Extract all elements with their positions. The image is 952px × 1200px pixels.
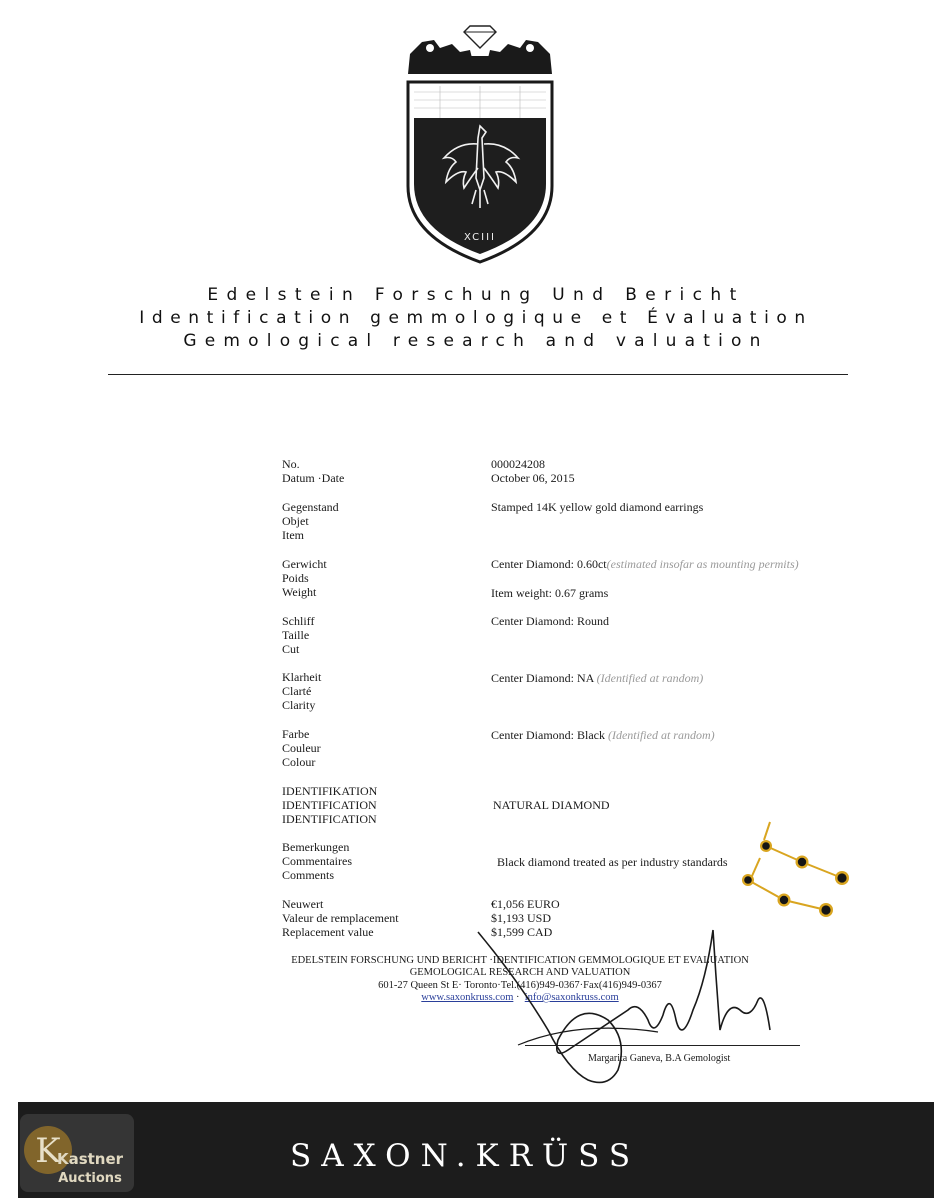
item-label-fr: Objet [282, 514, 309, 528]
earrings-photo [730, 818, 860, 928]
weight-label-fr: Poids [282, 571, 309, 585]
comments-label-de: Bemerkungen [282, 840, 350, 854]
svg-text:K: K [35, 1131, 61, 1171]
ident-label-fr: IDENTIFICATION [282, 798, 377, 812]
comments-value: Black diamond treated as per industry standards [497, 855, 728, 869]
replacement-label-en: Replacement value [282, 925, 374, 939]
ident-value: NATURAL DIAMOND [493, 798, 610, 812]
weight-value [491, 557, 799, 571]
clarity-text: Center Diamond: NA [491, 671, 594, 685]
colour-value [491, 728, 715, 742]
watermark-line1: Kastner [56, 1150, 124, 1168]
comments-label-en: Comments [282, 868, 335, 882]
replacement-label-de: Neuwert [282, 897, 324, 911]
replacement-label-fr: Valeur de remplacement [282, 911, 399, 925]
diamond-icon [464, 26, 496, 48]
item-weight-value: Item weight: 0.67 grams [491, 586, 609, 600]
cut-label-en: Cut [282, 642, 300, 656]
colour-label-fr: Couleur [282, 741, 321, 755]
footer-org-line: EDELSTEIN FORSCHUNG UND BERICHT ·IDENTIFICATION GEMMOLOGIQUE ET EVALUATION [291, 955, 749, 966]
crest-numeral: XCIII [464, 232, 496, 243]
signature [458, 920, 788, 1090]
header-line-english: Gemological research and valuation [183, 331, 769, 351]
clarity-note: (Identified at random) [596, 671, 704, 685]
value-euro: €1,056 EURO [491, 897, 560, 911]
cut-label-de: Schliff [282, 614, 315, 628]
item-label-de: Gegenstand [282, 500, 339, 514]
kastner-auctions-watermark [18, 1112, 136, 1194]
clarity-value [491, 671, 703, 685]
cut-label-fr: Taille [282, 628, 310, 642]
no-label: No. [282, 457, 300, 471]
ident-label-en: IDENTIFICATION [282, 812, 377, 826]
item-value: Stamped 14K yellow gold diamond earrings [491, 500, 704, 514]
header-line-german: Edelstein Forschung Und Bericht [207, 285, 745, 305]
website-link[interactable]: www.saxonkruss.com [421, 992, 514, 1003]
brand-name: SAXON.KRÜSS [290, 1138, 641, 1174]
weight-label-en: Weight [282, 585, 317, 599]
footer-contacts: www.saxonkruss.com · info@saxonkruss.com [421, 992, 619, 1003]
colour-text: Center Diamond: Black [491, 728, 605, 742]
clarity-label-en: Clarity [282, 698, 316, 712]
colour-note: (Identified at random) [607, 728, 715, 742]
weight-note: (estimated insofar as mounting permits) [606, 557, 799, 571]
item-label-en: Item [282, 528, 304, 542]
colour-label-de: Farbe [282, 727, 310, 741]
gemologist-name: Margarita Ganeva, B.A Gemologist [588, 1053, 731, 1064]
header-line-french: Identification gemmologique et Évaluation [139, 308, 813, 328]
dragons-ornament [408, 40, 552, 74]
clarity-label-de: Klarheit [282, 670, 322, 684]
date-label: Datum ·Date [282, 471, 345, 485]
email-link[interactable]: info@saxonkruss.com [524, 992, 619, 1003]
value-usd: $1,193 USD [491, 911, 552, 925]
cut-value: Center Diamond: Round [491, 614, 609, 628]
certificate-number: 000024208 [491, 457, 545, 471]
ident-label-de: IDENTIFIKATION [282, 784, 378, 798]
crest-emblem [400, 18, 560, 266]
weight-label-de: Gerwicht [282, 557, 327, 571]
certificate-date: October 06, 2015 [491, 471, 575, 485]
footer-org-line2: GEMOLOGICAL RESEARCH AND VALUATION [409, 967, 631, 978]
comments-label-fr: Commentaires [282, 854, 352, 868]
header-divider [108, 374, 848, 375]
footer-address: 601-27 Queen St E· Toronto·Tel.(416)949-0367·Fax(416)949-0367 [378, 980, 662, 991]
clarity-label-fr: Clarté [282, 684, 312, 698]
watermark-line2: Auctions [58, 1171, 122, 1186]
value-cad: $1,599 CAD [491, 925, 553, 939]
colour-label-en: Colour [282, 755, 316, 769]
weight-text: Center Diamond: 0.60ct [491, 557, 607, 571]
